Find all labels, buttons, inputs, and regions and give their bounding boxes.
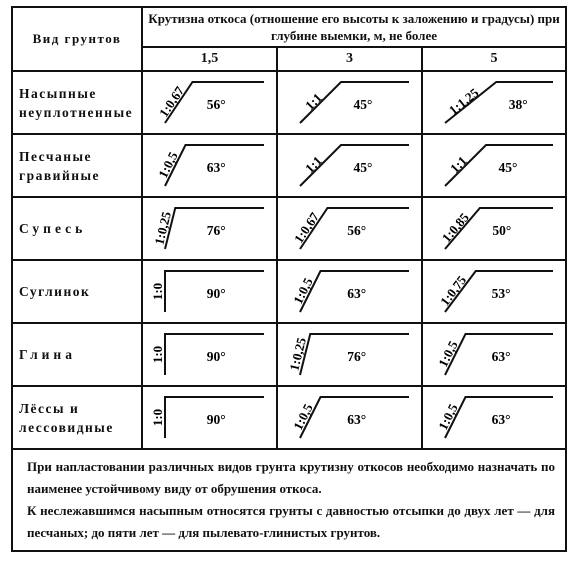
soil-name: Супесь <box>12 197 142 260</box>
slope-cell <box>277 323 422 386</box>
slope-angle: 90° <box>206 412 226 428</box>
slope-diagram <box>278 198 421 259</box>
slope-ratio: 1:0,5 <box>290 275 316 307</box>
depth-header: 3 <box>277 47 422 71</box>
soil-name: Насыпные неуплотненные <box>12 71 142 134</box>
slope-ratio: 1:0,25 <box>151 210 175 247</box>
slope-cell <box>422 260 566 323</box>
slope-diagram <box>143 198 276 259</box>
table-notes <box>12 449 566 551</box>
slope-angle: 63° <box>491 412 511 428</box>
slope-diagram <box>143 324 276 385</box>
table-row <box>12 71 566 134</box>
slope-cell <box>142 386 277 449</box>
slope-header: Крутизна откоса (отношение его высоты к заложению и градусы) при глубине выемки, м, не более <box>142 7 566 47</box>
slope-angle: 56° <box>206 97 226 113</box>
depth-header: 5 <box>422 47 566 71</box>
slope-diagram <box>423 72 565 133</box>
slope-angle: 45° <box>353 160 373 176</box>
slope-cell <box>422 323 566 386</box>
depth-header: 1,5 <box>142 47 277 71</box>
slope-diagram <box>423 135 565 196</box>
slope-diagram <box>423 387 565 448</box>
slope-diagram <box>143 135 276 196</box>
slope-cell <box>277 134 422 197</box>
slope-ratio: 1:0 <box>149 345 165 364</box>
table-row <box>12 386 566 449</box>
slope-cell <box>142 134 277 197</box>
slope-angle: 76° <box>206 223 226 239</box>
slope-diagram <box>278 324 421 385</box>
slope-angle: 63° <box>206 160 226 176</box>
table-row <box>12 134 566 197</box>
slope-ratio: 1:1 <box>301 89 325 113</box>
slope-angle: 76° <box>347 349 367 365</box>
slope-diagram <box>423 198 565 259</box>
slope-ratio: 1:0 <box>149 282 165 301</box>
slope-ratio: 1:0,5 <box>435 338 461 370</box>
slope-ratio: 1:1 <box>301 152 325 176</box>
note-line: К неслежавшимся насыпным относятся грунты с давностью отсыпки до двух лет — для песчаных; до пяти лет — для пылевато-глинистых грунтов. <box>27 503 555 540</box>
slope-angle: 45° <box>353 97 373 113</box>
slope-ratio: 1:1 <box>446 152 470 176</box>
slope-diagram <box>278 135 421 196</box>
soil-name: Песчаные гравийные <box>12 134 142 197</box>
slope-diagram <box>143 72 276 133</box>
slope-ratio: 1:1,25 <box>445 84 482 118</box>
slope-diagram <box>143 261 276 322</box>
slope-cell <box>422 197 566 260</box>
slope-cell <box>142 71 277 134</box>
slope-cell <box>277 386 422 449</box>
slope-cell <box>277 71 422 134</box>
slope-angle: 90° <box>206 286 226 302</box>
slope-angle: 90° <box>206 349 226 365</box>
slope-cell <box>422 134 566 197</box>
slope-diagram <box>278 387 421 448</box>
slope-angle: 38° <box>508 97 528 113</box>
table-row <box>12 260 566 323</box>
slope-cell <box>422 71 566 134</box>
slope-cell <box>142 260 277 323</box>
slope-angle: 53° <box>491 286 511 302</box>
slope-ratio: 1:0,25 <box>286 336 310 373</box>
slope-angle: 45° <box>498 160 518 176</box>
slope-cell <box>142 197 277 260</box>
table-row <box>12 323 566 386</box>
slope-diagram <box>423 261 565 322</box>
slope-ratio: 1:0,5 <box>435 401 461 433</box>
table-row <box>12 197 566 260</box>
soil-type-header: Вид грунтов <box>12 7 142 71</box>
slope-ratio: 1:0,5 <box>290 401 316 433</box>
soil-name: Глина <box>12 323 142 386</box>
slope-diagram <box>278 72 421 133</box>
slope-cell <box>422 386 566 449</box>
slope-diagram <box>423 324 565 385</box>
slope-cell <box>277 197 422 260</box>
note-line: При напластовании различных видов грунта крутизну откосов необходимо назначать по наименее устойчивому виду от обрушения откоса. <box>27 459 555 496</box>
slope-angle: 56° <box>347 223 367 239</box>
soil-name: Лёссы и лессовидные <box>12 386 142 449</box>
slope-cell <box>142 323 277 386</box>
slope-ratio: 1:0,5 <box>155 149 181 181</box>
slope-ratio: 1:0,85 <box>438 209 472 246</box>
slope-cell <box>277 260 422 323</box>
slope-ratio: 1:0,67 <box>155 83 188 120</box>
slope-ratio: 1:0 <box>149 408 165 427</box>
soil-name: Суглинок <box>12 260 142 323</box>
slope-angle: 63° <box>347 286 367 302</box>
slope-table <box>11 6 567 552</box>
slope-angle: 63° <box>347 412 367 428</box>
slope-ratio: 1:0,67 <box>290 209 323 246</box>
slope-ratio: 1:0,75 <box>437 272 470 309</box>
slope-diagram <box>143 387 276 448</box>
slope-angle: 63° <box>491 349 511 365</box>
slope-diagram <box>278 261 421 322</box>
slope-angle: 50° <box>492 223 512 239</box>
